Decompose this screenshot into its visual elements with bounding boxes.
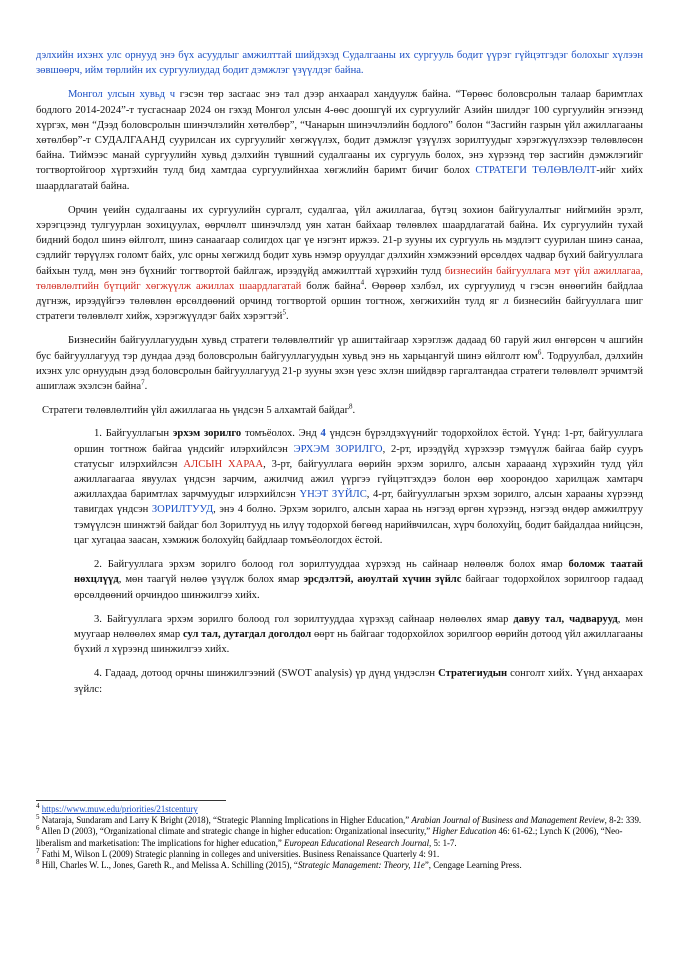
footnote-text: Hill, Charles W. L., Jones, Gareth R., and Melissa A. Schilling (2015), “	[39, 860, 298, 871]
list-text: өөрт нь байгааг тодорхойлох зорилгоор өөрийн дотоод үйл ажиллагааны бүхий л хүрээнд шинжилгээ хийх.	[74, 628, 643, 656]
footnote-7	[36, 846, 643, 860]
list-text: 2. Байгууллага эрхэм зорилго болоод гол зорилтууддаа хүрэхэд нь сайнаар нөлөөлж болох ямар	[94, 559, 569, 571]
footnote-6	[36, 826, 643, 848]
list-text: 1. Байгууллагын	[94, 428, 173, 440]
footnote-text: 46: 61-62.; Lynch K (2006), “Neo-liberalism and marketisation: The implications for higher education,”	[36, 826, 623, 848]
footnote-ref[interactable]: 6	[537, 348, 542, 357]
footnote-text: Nataraja, Sundaram and Larry K Bright (2018), “Strategic Planning Implications in Higher Education,”	[39, 815, 412, 826]
list-text: үндсэн бүрэлдэхүүнийг тодорхойлох ёстой. Үүнд: 1-рт, байгууллага оршин тогтнож байгаа үндсийг илэрхийлсэн	[74, 428, 644, 455]
footnote-journal: European Educational Research Journal,	[284, 837, 432, 848]
paragraph-text: болж байна	[301, 280, 361, 292]
highlight-text: ЗОРИЛТУУД	[151, 504, 214, 516]
paragraph-text: дэлхийн ихэнх улс орнууд энэ бүх асуудлыг амжилттай шийдэхэд Судалгааны их сургууль бодит үүрэг гүйцэтгэдэг болохыг хүлээн зөвшөөрч, ийм төрлийн их сургуулиудад бодит дэмжлэг үзүүлдэг байна.	[36, 50, 643, 77]
paragraph-modern-university	[36, 203, 643, 325]
footnote-number: 6	[36, 824, 40, 833]
punctuation: .	[352, 405, 356, 417]
list-text: 4. Гадаад, дотоод орчны шинжилгээний (SWOT analysis) үр дүнд үндэслэн	[94, 668, 439, 680]
list-text: , мөн муугаар нөлөөлөх ямар	[74, 613, 644, 640]
footnote-text: Allen D (2003), “Organizational climate and strategic change in higher education: Organizational insecurity,”	[39, 826, 433, 837]
paragraph-text: гэсэн төр засгаас энэ тал дээр анхаарал хандуулж байна. “Төрөөс боловсролын талаар баримтлах бодлого 2014-2024”-т тусгаснаар 2024 он гэхэд Монгол улсын 4-өөс доошгүй их сургуулийг Азийн шилдэг 100 сургуулийн эгнээнд хүргэх, мөн “Дээд боловсролын шинэчлэлийн хөтөлбөр”, “Чанарын шинэчлэлийн бодлого” болон “Засгийн газрын үйл ажиллагааны хөтөлбөр”-т СУДАЛГААНД суурилсан их сургуулийг хөгжүүлэх, бодит дэмжлэг үзүүлэх зорилтуудыг хэрэгжүүлэхээр төлөвлөсөн байна. Тиймээс манай сургуулийн хувьд дэлхийн түвшний судалгааны их сургууль болох, энэ хүрээнд төр засгийн дэмжлэгийг тогтвортойгоор хүртэхийн тулд бид хамтдаа сургуулийнхаа хөгжлийн баримт бичиг болох	[36, 89, 643, 177]
footnote-ref[interactable]: 8	[348, 402, 353, 411]
highlight-text: ҮНЭТ ЗҮЙЛС	[299, 489, 367, 501]
punctuation: .	[144, 381, 148, 393]
footnote-text: ”, Cengage Learning Press.	[424, 860, 522, 871]
paragraph-text: Бизнесийн байгууллагуудын хувьд стратеги төлөвлөлтийг үр ашигтайгаар хэрэглэж дадаад 60 гаруй жил өнгөрсөн ч ашгийн бус байгууллагууд тэр дундаа дээд боловсролын байгууллагуудын хувьд энэ нь харьцангуй шинэ өйлголт юм	[36, 335, 643, 362]
list-text: 3. Байгууллага эрхэм зорилго болоод гол зорилтууддаа хүрэхэд сайнаар нөлөөлөх ямар	[94, 613, 514, 625]
bold-term: сул тал, дутагдал доголдол	[182, 628, 312, 640]
footnote-divider	[36, 800, 226, 801]
paragraph-continued	[36, 48, 643, 78]
list-text: сонголт хийх. Үүнд анхаарах зүйлс:	[74, 668, 644, 695]
paragraph-text: Стратеги төлөвлөлтийн үйл ажиллагаа нь үндсэн 5 алхамтай байдаг	[42, 405, 349, 417]
footnote-text: , 8-2: 339.	[604, 815, 642, 826]
paragraph-text: . Өөрөөр хэлбэл, их сургуулиуд ч гэсэн өнөөгийн байдлаа дүгнэж, ирээдүйгээ төлөвлөн өрсөлдөөний орчинд тогтвортой оршин тогтнож, хөгжихийн тулд яг л бизнесийн байгууллага шиг стратеги төлөвлөлт хийж, хэрэгжүүлдэг байх хэрэгтэй	[36, 280, 643, 323]
footnote-ref[interactable]: 4	[360, 278, 365, 287]
footnote-text: Fathi M, Wilson L (2009) Strategic planning in colleges and universities. Business Renaissance Quarterly 4: 91.	[39, 848, 440, 859]
footnote-4	[36, 804, 643, 815]
footnote-5	[36, 815, 643, 826]
list-text: , 3-рт, байгууллага өөрийн эрхэм зорилго, алсын харааанд хүрэхийн тулд үйл ажиллагаагаа явуулах үндсэн зарчим, ажилчид ажил үүргээ гүйцэтгэхдээ болон өөр хоорондоо харилцаж хамтарч ажиллахдаа баримтлах зарчмуудыг илэрхийлсэн	[74, 458, 643, 501]
list-item-strategy-choice	[74, 666, 643, 696]
footnote-text: 5: 1-7.	[431, 837, 457, 848]
footnotes-section	[36, 800, 643, 871]
highlight-number: 4	[320, 428, 326, 440]
list-text: , мөн таагүй нөлөө үзүүлж болох ямар	[118, 574, 304, 586]
bold-term: Стратегиудын	[438, 668, 508, 680]
list-item-internal-analysis	[74, 612, 643, 658]
bold-term: эрсдэлтэй, аюултай хүчин зүйлс	[303, 574, 462, 586]
highlight-text: АЛСЫН ХАРАА	[183, 458, 264, 470]
footnote-8	[36, 860, 643, 871]
footnote-link[interactable]: https://www.muw.edu/priorities/21stcentury	[41, 804, 198, 814]
list-item-mission	[74, 426, 643, 548]
list-text: , энэ 4 болно. Эрхэм зорилго, алсын хараа нь нэгээд өргөн хүрээнд, нэгээд өндөр амжилтруу тэмүүлсэн шинжтэй байдаг бол Зорилтууд нь илүү тодорхой бөгөөд нарийвчилсан, хүрч болохуйц, бодит байдалдаа нийцсэн, цаг хугацаа заасан, хэмжиж болохуйц байдлаар томъёологдох ёстой.	[74, 504, 643, 546]
bold-term: эрхэм зорилго	[172, 428, 242, 440]
paragraph-text: Орчин үеийн судалгааны их сургуулийн сургалт, судалгаа, үйл ажиллагаа, бүтэц зохион байгуулалтыг нийгмийн эрэлт, хэрэгцээнд тулгуурлан зохицуулах, өөрчлөлт шинэчлэлд уян хатан байхаар төлөвлөх шаардлагатай байна. Их сургуулийн тухай бидний бодол шинэ өйлголт, шинэ санаагаар солигдох цаг үе нэгэнт иржээ. 21-р зууны их сургууль нь мэдлэгт суурилан шинэ санаа, сэдлийг төрүүлэх голомт байх, улс орны хөгжилд бодит хувь нэмэр оруулдаг дэлхийн хэмжээний өрсөлдөх чадвар бүхий байгууллага байхын тулд, мөн энэ бүхнийг тогтвортой байлгаж, ирээдүйд амжилттай хүрэхийн тулд	[36, 204, 643, 277]
bold-term: давуу тал, чадварууд	[513, 613, 618, 625]
list-text: байгааг тодорхойлох зорилгоор гадаад өрсөлдөөний орчиндоо шинжилгээ хийх.	[74, 574, 644, 601]
paragraph-five-steps	[42, 403, 643, 418]
paragraph-mongolia	[36, 87, 643, 193]
footnote-number: 4	[36, 802, 40, 811]
footnote-number: 5	[36, 813, 40, 822]
footnote-journal: Arabian Journal of Business and Management Review	[411, 815, 605, 826]
list-text: , 4-рт, байгууллагын эрхэм зорилго, алсын харааны хүрээнд тавигдах үндсэн	[74, 489, 644, 516]
list-text: , 2-рт, ирээдүйд хүрэхээр тэмүүлж байгаа байр сууръ статусыг илэрхийлсэн	[74, 443, 643, 470]
highlight-text: бизнесийн байгууллага мэт үйл ажиллагаа, төлөвлөлтийн бүтцийг хөгжүүлж ажиллах шаардлагатай	[36, 265, 643, 292]
footnote-number: 7	[36, 846, 40, 855]
list-text: томъёолох. Энд	[241, 428, 321, 440]
paragraph-text: -ийг хийх шаардлагатай байна.	[36, 165, 643, 192]
list-item-external-analysis	[74, 557, 643, 603]
footnote-number: 8	[36, 858, 40, 867]
footnote-ref[interactable]: 5	[282, 308, 286, 317]
highlight-text: СТРАТЕГИ ТӨЛӨВЛӨЛТ	[475, 165, 597, 177]
footnote-journal: Higher Education	[432, 826, 497, 837]
footnote-ref[interactable]: 7	[141, 378, 145, 387]
paragraph-text: . Тодруулбал, дэлхийн ихэнх улс орнуудын дээд боловсролын байгууллагууд 21-р зууны эхэн үеэс эхлэн шийдвэр гаргалтандаа стратеги төлөвлөлт эрчимтэй ашиглаж эхэлсэн байна	[36, 350, 644, 393]
highlight-text: Монгол улсын хувьд ч	[68, 89, 176, 101]
punctuation: .	[285, 311, 289, 323]
highlight-text: ЭРХЭМ ЗОРИЛГО	[293, 443, 383, 455]
footnote-book-title: Strategic Management: Theory, 11e	[297, 860, 425, 871]
paragraph-business-orgs	[36, 333, 643, 394]
bold-term: боломж таатай нөхцлүүд	[74, 559, 643, 586]
